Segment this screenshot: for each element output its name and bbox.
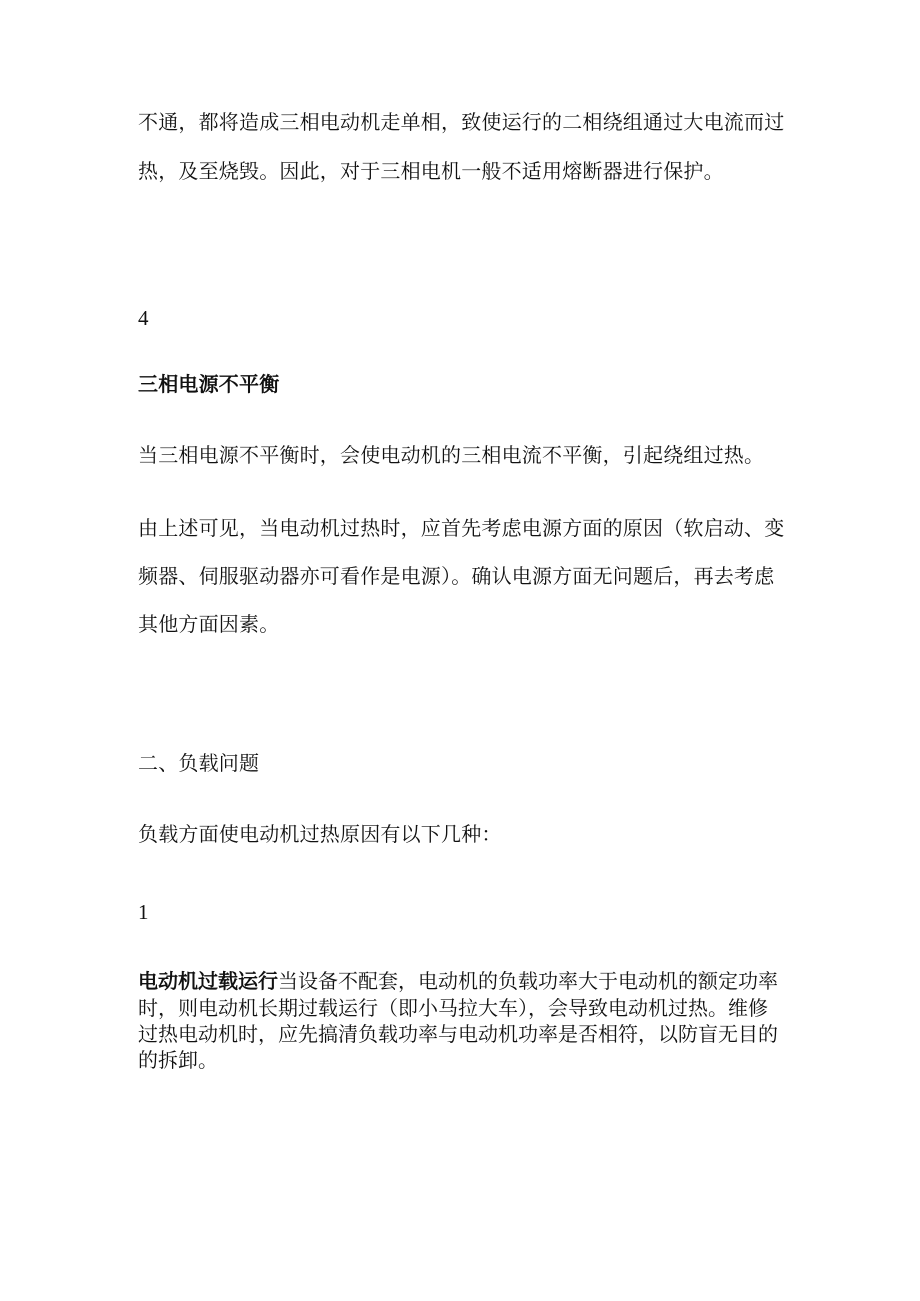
part-title: 二、负载问题: [138, 751, 260, 775]
part-intro: 负载方面使电动机过热原因有以下几种：: [138, 822, 502, 846]
section-body: 当三相电源不平衡时，会使电动机的三相电流不平衡，引起绕组过热。: [138, 443, 765, 467]
paragraph-line: 热，及至烧毁。因此，对于三相电机一般不适用熔断器进行保护。: [138, 159, 724, 183]
item-line: [138, 969, 778, 993]
item-line: 的拆卸。: [138, 1048, 218, 1072]
item-line-rest: 当设备不配套，电动机的负载功率大于电动机的额定功率: [278, 969, 778, 993]
item-line: 时，则电动机长期过载运行（即小马拉大车），会导致电动机过热。维修: [138, 996, 768, 1020]
summary-line: 频器、伺服驱动器亦可看作是电源）。确认电源方面无问题后，再去考虑: [138, 564, 775, 588]
item-number: 1: [138, 900, 149, 924]
item-line: 过热电动机时，应先搞清负载功率与电动机功率是否相符，以防盲无目的: [138, 1022, 778, 1046]
paragraph-line: 不通，都将造成三相电动机走单相，致使运行的二相绕组通过大电流而过: [138, 110, 785, 134]
section-heading: 三相电源不平衡: [138, 372, 280, 396]
item-bold-lead: 电动机过载运行: [138, 969, 278, 993]
summary-line: 由上述可见，当电动机过热时，应首先考虑电源方面的原因（软启动、变: [138, 516, 785, 540]
summary-line: 其他方面因素。: [138, 612, 280, 636]
section-number: 4: [138, 306, 149, 330]
